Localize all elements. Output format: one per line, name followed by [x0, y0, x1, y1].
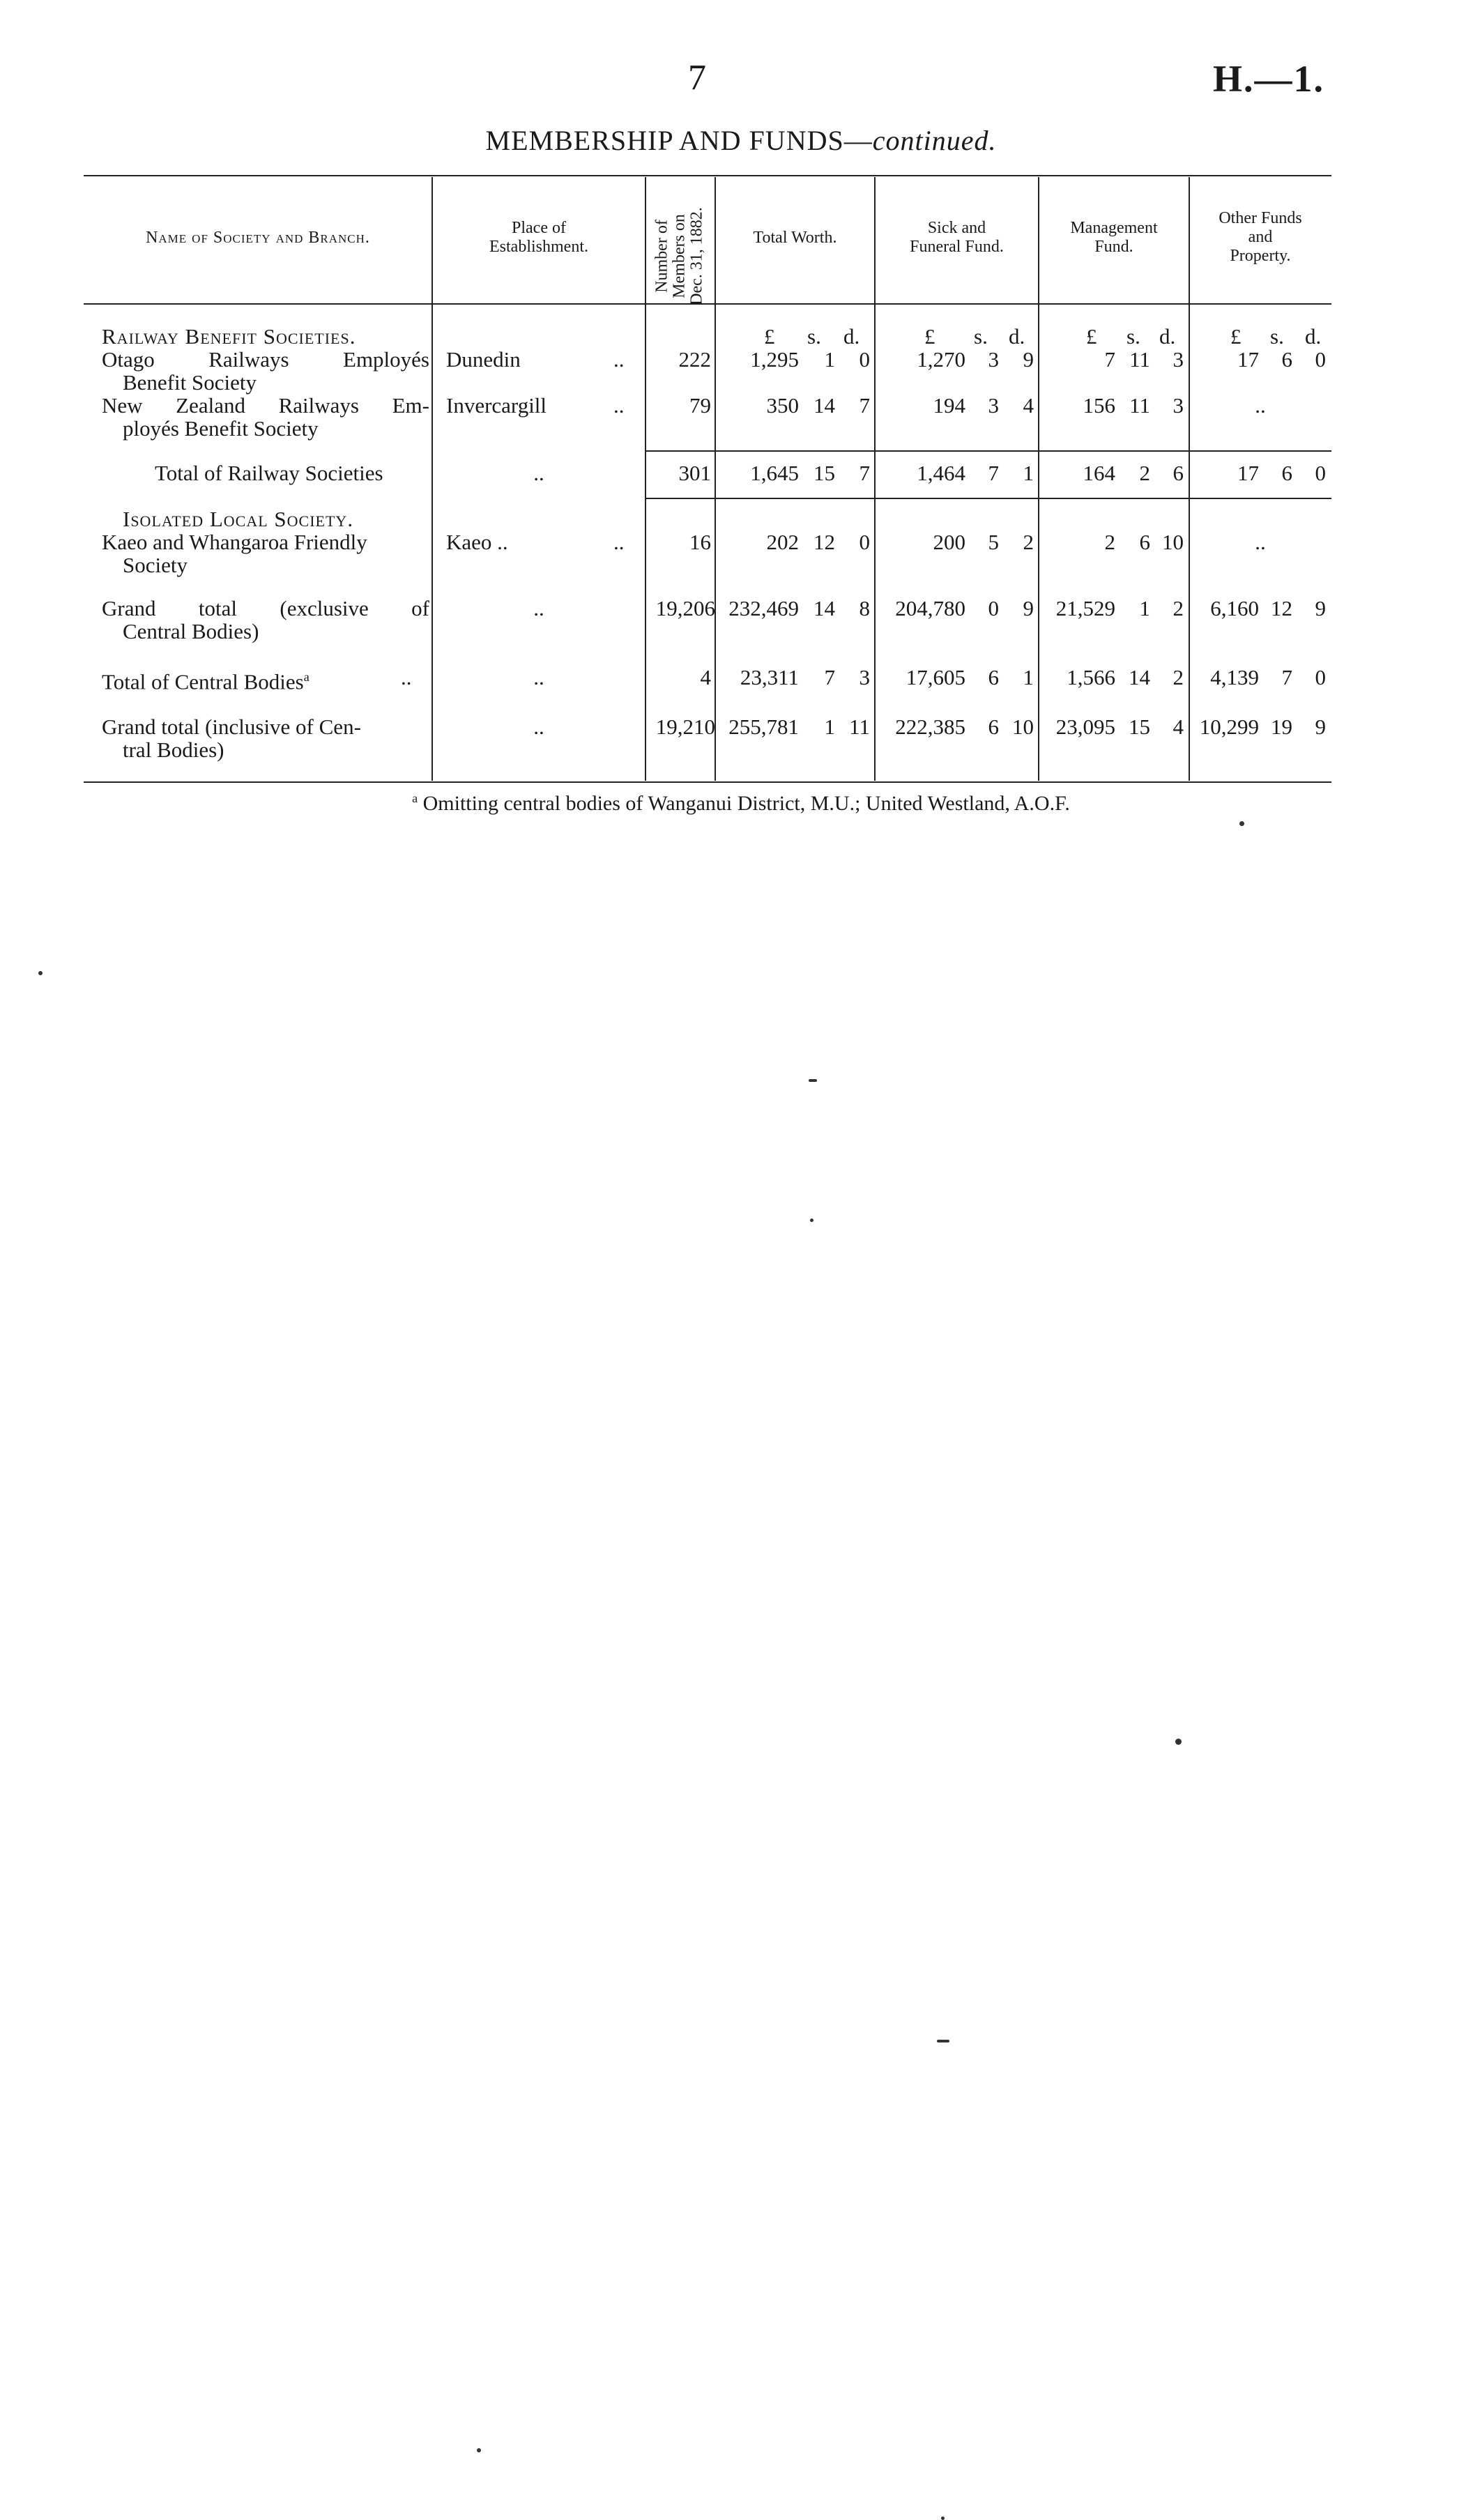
grand-excl-management-pounds: 21,529 — [1055, 596, 1115, 620]
railway-total-sick-shillings: 7 — [988, 461, 999, 485]
railway-total-management-shillings: 2 — [1139, 461, 1150, 485]
scan-speck — [38, 971, 43, 975]
heading-continued: continued. — [872, 125, 997, 156]
grand-incl-management-shillings: 15 — [1129, 715, 1150, 739]
grand-excl-other-pence: 9 — [1315, 596, 1326, 620]
grand-incl-management-pounds: 23,095 — [1055, 715, 1115, 739]
grand-excl-total-pounds: 232,469 — [728, 596, 799, 620]
grand-excl-management-pence: 2 — [1172, 596, 1184, 620]
scan-speck — [809, 1079, 817, 1082]
railway-total-other-pounds: 17 — [1237, 461, 1259, 485]
lsd-shilling: s. — [974, 324, 988, 349]
otago-sick-shillings: 3 — [988, 347, 999, 372]
otago-sick-pence: 9 — [1023, 347, 1034, 372]
scan-speck — [477, 2448, 481, 2452]
nz-name-line2: ployés Benefit Society — [123, 416, 319, 441]
lsd-shilling: s. — [1270, 324, 1284, 349]
scan-speck — [937, 2040, 949, 2042]
lsd-pound: £ — [1230, 324, 1242, 349]
footnote-text: Omitting central bodies of Wanganui District, M.U.; United Westland, A.O.F. — [418, 792, 1070, 815]
scan-speck — [810, 1219, 813, 1222]
railway-total-other-pence: 0 — [1315, 461, 1326, 485]
nz-name-line1: New Zealand Railways Em- — [102, 393, 429, 418]
central-other-pence: 0 — [1315, 665, 1326, 689]
nz-management-pounds: 156 — [1083, 393, 1115, 418]
otago-management-shillings: 11 — [1129, 347, 1150, 372]
grand-excl-other-pounds: 6,160 — [1210, 596, 1259, 620]
section-railway-benefit: Railway Benefit Societies. — [102, 324, 356, 349]
header-place: Place of Establishment. — [489, 219, 588, 256]
page-heading — [0, 124, 1482, 157]
otago-management-pounds: 7 — [1104, 347, 1115, 372]
central-label-text: Total of Central Bodies — [102, 669, 304, 694]
lsd-pence: d. — [1305, 324, 1322, 349]
heading-main: MEMBERSHIP AND FUNDS— — [485, 125, 873, 156]
grand-excl-sick-shillings: 0 — [988, 596, 999, 620]
grand-incl-place-dots: .. — [533, 715, 544, 739]
central-management-pence: 2 — [1172, 665, 1184, 689]
central-total-pence: 3 — [859, 665, 870, 689]
otago-other-shillings: 6 — [1281, 347, 1292, 372]
kaeo-total-shillings: 12 — [813, 530, 835, 554]
kaeo-name-line1: Kaeo and Whangaroa Friendly — [102, 530, 367, 554]
central-total-pounds: 23,311 — [740, 665, 799, 689]
lsd-pound: £ — [924, 324, 935, 349]
grand-excl-sick-pence: 9 — [1023, 596, 1034, 620]
railway-total-sick-pounds: 1,464 — [917, 461, 965, 485]
grand-incl-total-pounds: 255,781 — [728, 715, 799, 739]
nz-total-pence: 7 — [859, 393, 870, 418]
central-label — [102, 666, 310, 693]
otago-sick-pounds: 1,270 — [917, 347, 965, 372]
nz-total-shillings: 14 — [813, 393, 835, 418]
lsd-pound: £ — [1086, 324, 1097, 349]
lsd-pence: d. — [843, 324, 860, 349]
header-society-branch: Name of Society and Branch. — [146, 229, 370, 247]
grand-excl-other-shillings: 12 — [1271, 596, 1292, 620]
kaeo-total-pounds: 202 — [766, 530, 799, 554]
lsd-shilling: s. — [1126, 324, 1140, 349]
railway-total-place-dots: .. — [533, 461, 544, 485]
lsd-pound: £ — [764, 324, 775, 349]
kaeo-place-dots: .. — [613, 530, 625, 554]
scan-speck — [1175, 1739, 1182, 1745]
central-other-pounds: 4,139 — [1210, 665, 1259, 689]
central-other-shillings: 7 — [1281, 665, 1292, 689]
railway-total-other-shillings: 6 — [1281, 461, 1292, 485]
header-members: Number of Members on Dec. 31, 1882. — [652, 207, 706, 305]
kaeo-management-pence: 10 — [1162, 530, 1184, 554]
grand-incl-members: 19,210 — [655, 715, 715, 739]
header-management: Management Fund. — [1070, 219, 1158, 256]
nz-management-shillings: 11 — [1129, 393, 1150, 418]
nz-sick-pence: 4 — [1023, 393, 1034, 418]
lsd-shilling: s. — [807, 324, 821, 349]
document-code: H.—1. — [1213, 58, 1325, 100]
railway-total-worth-shillings: 15 — [813, 461, 835, 485]
railway-total-members: 301 — [678, 461, 711, 485]
grand-incl-management-pence: 4 — [1172, 715, 1184, 739]
grand-excl-sick-pounds: 204,780 — [895, 596, 965, 620]
grand-incl-other-shillings: 19 — [1271, 715, 1292, 739]
membership-funds-table — [84, 174, 1331, 784]
central-total-shillings: 7 — [824, 665, 835, 689]
kaeo-management-shillings: 6 — [1139, 530, 1150, 554]
footnote-mark: a — [412, 791, 418, 805]
grand-incl-label-line1: Grand total (inclusive of Cen- — [102, 715, 361, 739]
railway-total-sick-pence: 1 — [1023, 461, 1034, 485]
footnote — [0, 791, 1482, 816]
kaeo-total-pence: 0 — [859, 530, 870, 554]
railway-total-management-pence: 6 — [1172, 461, 1184, 485]
kaeo-management-pounds: 2 — [1104, 530, 1115, 554]
otago-name-line2: Benefit Society — [123, 370, 257, 395]
lsd-pence: d. — [1159, 324, 1176, 349]
otago-members: 222 — [678, 347, 711, 372]
otago-total-pence: 0 — [859, 347, 870, 372]
grand-incl-sick-shillings: 6 — [988, 715, 999, 739]
railway-total-management-pounds: 164 — [1083, 461, 1115, 485]
nz-total-pounds: 350 — [766, 393, 799, 418]
otago-total-shillings: 1 — [824, 347, 835, 372]
section-isolated-local: Isolated Local Society. — [123, 507, 354, 531]
central-sick-pence: 1 — [1023, 665, 1034, 689]
nz-place-dots: .. — [613, 393, 625, 418]
nz-members: 79 — [689, 393, 711, 418]
kaeo-members: 16 — [689, 530, 711, 554]
railway-total-label: Total of Railway Societies — [155, 461, 383, 485]
page-number: 7 — [688, 58, 706, 98]
grand-excl-management-shillings: 1 — [1139, 596, 1150, 620]
grand-excl-total-shillings: 14 — [813, 596, 835, 620]
header-sick-funeral: Sick and Funeral Fund. — [910, 219, 1004, 256]
central-members: 4 — [700, 665, 711, 689]
grand-incl-sick-pounds: 222,385 — [895, 715, 965, 739]
grand-excl-place-dots: .. — [533, 596, 544, 620]
grand-excl-label-line2: Central Bodies) — [123, 619, 259, 643]
scan-speck — [1239, 821, 1244, 826]
kaeo-name-line2: Society — [123, 553, 188, 577]
central-management-shillings: 14 — [1129, 665, 1150, 689]
grand-incl-other-pence: 9 — [1315, 715, 1326, 739]
kaeo-place: Kaeo .. — [446, 530, 508, 554]
grand-excl-members: 19,206 — [655, 596, 715, 620]
header-other-funds: Other Funds and Property. — [1219, 209, 1302, 265]
nz-place: Invercargill — [446, 393, 547, 418]
nz-other-dots: .. — [1255, 393, 1266, 418]
grand-incl-total-pence: 11 — [849, 715, 870, 739]
grand-incl-total-shillings: 1 — [824, 715, 835, 739]
central-sick-pounds: 17,605 — [906, 665, 965, 689]
otago-name-line1: Otago Railways Employés — [102, 347, 429, 372]
grand-excl-label-line1: Grand total (exclusive of — [102, 596, 429, 620]
otago-other-pence: 0 — [1315, 347, 1326, 372]
grand-incl-sick-pence: 10 — [1012, 715, 1034, 739]
grand-excl-total-pence: 8 — [859, 596, 870, 620]
kaeo-sick-pence: 2 — [1023, 530, 1034, 554]
otago-place-dots: .. — [613, 347, 625, 372]
scan-speck — [941, 2517, 945, 2520]
central-sick-shillings: 6 — [988, 665, 999, 689]
kaeo-sick-shillings: 5 — [988, 530, 999, 554]
otago-other-pounds: 17 — [1237, 347, 1259, 372]
nz-sick-pounds: 194 — [933, 393, 965, 418]
otago-place: Dunedin — [446, 347, 521, 372]
nz-management-pence: 3 — [1172, 393, 1184, 418]
railway-total-worth-pounds: 1,645 — [750, 461, 799, 485]
grand-incl-other-pounds: 10,299 — [1199, 715, 1259, 739]
central-management-pounds: 1,566 — [1067, 665, 1115, 689]
otago-management-pence: 3 — [1172, 347, 1184, 372]
lsd-pence: d. — [1009, 324, 1025, 349]
central-label-dots: .. — [401, 665, 412, 689]
header-total-worth: Total Worth. — [753, 229, 837, 247]
kaeo-other-dots: .. — [1255, 530, 1266, 554]
otago-total-pounds: 1,295 — [750, 347, 799, 372]
central-footnote-mark: a — [303, 670, 310, 684]
central-place-dots: .. — [533, 665, 544, 689]
nz-sick-shillings: 3 — [988, 393, 999, 418]
railway-total-worth-pence: 7 — [859, 461, 870, 485]
kaeo-sick-pounds: 200 — [933, 530, 965, 554]
grand-incl-label-line2: tral Bodies) — [123, 738, 224, 762]
